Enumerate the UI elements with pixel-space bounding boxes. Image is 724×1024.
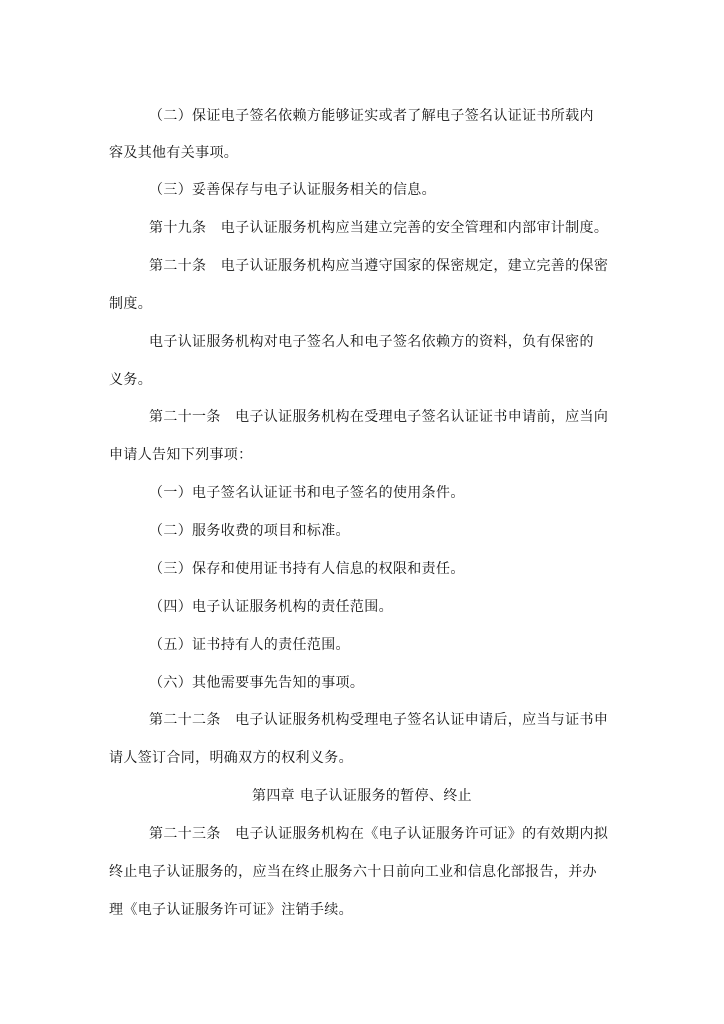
paragraph-line: 第二十条 电子认证服务机构应当遵守国家的保密规定，建立完善的保密 <box>149 258 609 274</box>
paragraph-line: 制度。 <box>109 296 153 312</box>
paragraph-line: 申请人告知下列事项： <box>109 447 253 463</box>
paragraph-line: （一）电子签名认证证书和电子签名的使用条件。 <box>149 485 465 501</box>
chapter-heading: 第四章 电子认证服务的暂停、终止 <box>251 788 473 804</box>
paragraph-line: （六）其他需要事先告知的事项。 <box>149 675 365 691</box>
paragraph-line: （三）妥善保存与电子认证服务相关的信息。 <box>149 182 436 198</box>
paragraph-line: 容及其他有关事项。 <box>109 145 239 161</box>
paragraph-line: 第二十一条 电子认证服务机构在受理电子签名认证证书申请前，应当向 <box>149 409 609 425</box>
paragraph-line: 终止电子认证服务的，应当在终止服务六十日前向工业和信息化部报告，并办 <box>109 864 597 880</box>
paragraph-line: （三）保存和使用证书持有人信息的权限和责任。 <box>149 561 465 577</box>
paragraph-line: （五）证书持有人的责任范围。 <box>149 637 350 653</box>
paragraph-line: （二）保证电子签名依赖方能够证实或者了解电子签名认证证书所载内 <box>149 108 594 124</box>
paragraph-line: 电子认证服务机构对电子签名人和电子签名依赖方的资料，负有保密的 <box>149 334 594 350</box>
paragraph-line: 第十九条 电子认证服务机构应当建立完善的安全管理和内部审计制度。 <box>149 220 609 236</box>
paragraph-line: （四）电子认证服务机构的责任范围。 <box>149 599 393 615</box>
paragraph-line: 第二十二条 电子认证服务机构受理电子签名认证申请后，应当与证书申 <box>149 712 609 728</box>
paragraph-line: （二）服务收费的项目和标准。 <box>149 523 350 539</box>
paragraph-line: 第二十三条 电子认证服务机构在《电子认证服务许可证》的有效期内拟 <box>149 826 609 842</box>
paragraph-line: 义务。 <box>109 372 153 388</box>
paragraph-line: 理《电子认证服务许可证》注销手续。 <box>109 902 353 918</box>
paragraph-line: 请人签订合同，明确双方的权利义务。 <box>109 750 353 766</box>
